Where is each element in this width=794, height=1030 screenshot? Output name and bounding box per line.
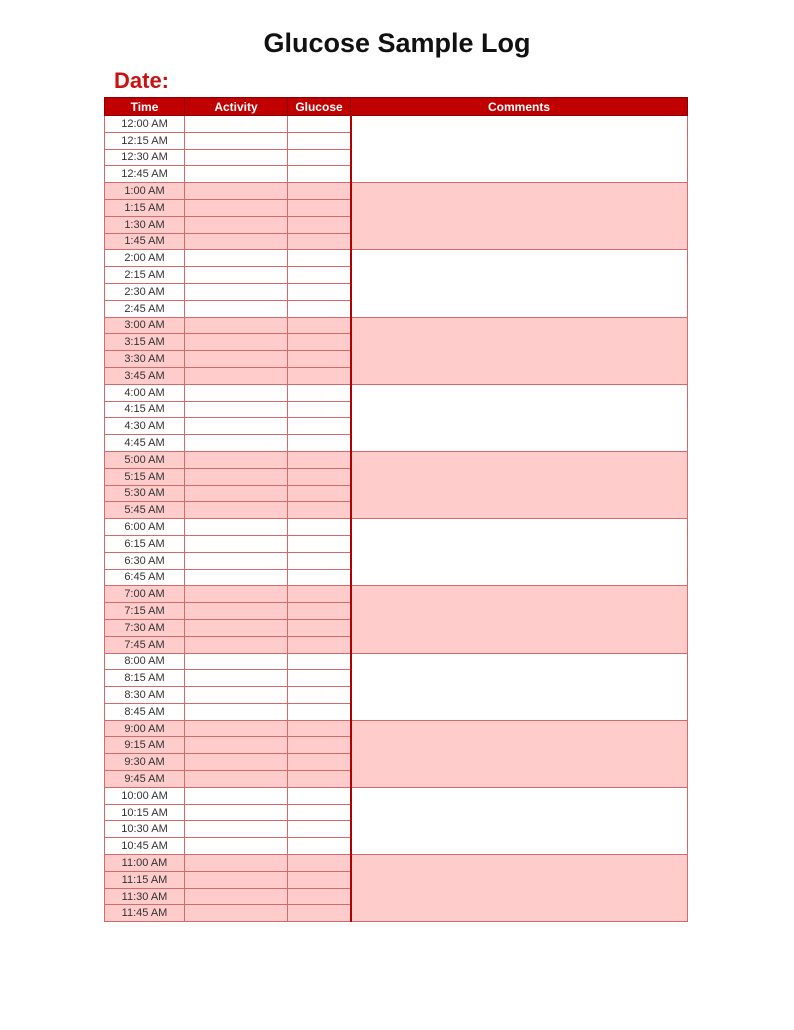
- glucose-cell[interactable]: [288, 754, 351, 771]
- time-cell: 9:30 AM: [105, 754, 185, 771]
- activity-cell[interactable]: [185, 418, 288, 435]
- time-cell: 2:30 AM: [105, 283, 185, 300]
- time-cell: 4:45 AM: [105, 435, 185, 452]
- time-cell: 8:00 AM: [105, 653, 185, 670]
- activity-cell[interactable]: [185, 552, 288, 569]
- activity-cell[interactable]: [185, 569, 288, 586]
- glucose-cell[interactable]: [288, 334, 351, 351]
- activity-cell[interactable]: [185, 838, 288, 855]
- activity-cell[interactable]: [185, 199, 288, 216]
- activity-cell[interactable]: [185, 619, 288, 636]
- log-body: [105, 116, 688, 922]
- time-cell: 9:00 AM: [105, 720, 185, 737]
- activity-cell[interactable]: [185, 317, 288, 334]
- time-cell: 6:30 AM: [105, 552, 185, 569]
- comments-cell[interactable]: [351, 855, 688, 922]
- time-cell: 4:30 AM: [105, 418, 185, 435]
- time-cell: 11:00 AM: [105, 855, 185, 872]
- glucose-cell[interactable]: [288, 535, 351, 552]
- time-cell: 11:15 AM: [105, 871, 185, 888]
- glucose-cell[interactable]: [288, 401, 351, 418]
- activity-cell[interactable]: [185, 468, 288, 485]
- activity-cell[interactable]: [185, 737, 288, 754]
- column-header-glucose: Glucose: [288, 98, 351, 116]
- activity-cell[interactable]: [185, 703, 288, 720]
- activity-cell[interactable]: [185, 300, 288, 317]
- time-cell: 7:00 AM: [105, 586, 185, 603]
- table-row: [105, 183, 688, 200]
- time-cell: 9:45 AM: [105, 771, 185, 788]
- column-header-time: Time: [105, 98, 185, 116]
- comments-cell[interactable]: [351, 451, 688, 518]
- glucose-cell[interactable]: [288, 267, 351, 284]
- table-row: [105, 116, 688, 133]
- time-cell: 1:00 AM: [105, 183, 185, 200]
- time-cell: 2:00 AM: [105, 250, 185, 267]
- activity-cell[interactable]: [185, 653, 288, 670]
- activity-cell[interactable]: [185, 183, 288, 200]
- time-cell: 8:30 AM: [105, 687, 185, 704]
- glucose-cell[interactable]: [288, 670, 351, 687]
- time-cell: 10:00 AM: [105, 787, 185, 804]
- table-row: [105, 519, 688, 536]
- time-cell: 4:15 AM: [105, 401, 185, 418]
- table-row: [105, 720, 688, 737]
- time-cell: 4:00 AM: [105, 384, 185, 401]
- glucose-cell[interactable]: [288, 888, 351, 905]
- table-row: [105, 787, 688, 804]
- glucose-cell[interactable]: [288, 367, 351, 384]
- table-row: [105, 653, 688, 670]
- glucose-cell[interactable]: [288, 804, 351, 821]
- comments-cell[interactable]: [351, 317, 688, 384]
- time-cell: 8:45 AM: [105, 703, 185, 720]
- time-cell: 1:30 AM: [105, 216, 185, 233]
- activity-cell[interactable]: [185, 233, 288, 250]
- glucose-cell[interactable]: [288, 502, 351, 519]
- glucose-cell[interactable]: [288, 586, 351, 603]
- activity-cell[interactable]: [185, 367, 288, 384]
- time-cell: 3:00 AM: [105, 317, 185, 334]
- activity-cell[interactable]: [185, 502, 288, 519]
- column-header-comments: Comments: [351, 98, 688, 116]
- activity-cell[interactable]: [185, 636, 288, 653]
- glucose-cell[interactable]: [288, 183, 351, 200]
- page-title: Glucose Sample Log: [263, 28, 531, 58]
- glucose-cell[interactable]: [288, 149, 351, 166]
- glucose-log-table: [104, 97, 688, 922]
- activity-cell[interactable]: [185, 687, 288, 704]
- time-cell: 6:15 AM: [105, 535, 185, 552]
- activity-cell[interactable]: [185, 586, 288, 603]
- activity-cell[interactable]: [185, 116, 288, 133]
- glucose-cell[interactable]: [288, 552, 351, 569]
- activity-cell[interactable]: [185, 435, 288, 452]
- activity-cell[interactable]: [185, 267, 288, 284]
- time-cell: 7:15 AM: [105, 603, 185, 620]
- activity-cell[interactable]: [185, 351, 288, 368]
- date-label: Date:: [114, 68, 170, 93]
- glucose-cell[interactable]: [288, 720, 351, 737]
- table-row: [105, 317, 688, 334]
- time-cell: 12:45 AM: [105, 166, 185, 183]
- table-row: [105, 250, 688, 267]
- activity-cell[interactable]: [185, 603, 288, 620]
- activity-cell[interactable]: [185, 821, 288, 838]
- glucose-cell[interactable]: [288, 199, 351, 216]
- time-cell: 10:30 AM: [105, 821, 185, 838]
- glucose-cell[interactable]: [288, 485, 351, 502]
- activity-cell[interactable]: [185, 283, 288, 300]
- activity-cell[interactable]: [185, 485, 288, 502]
- glucose-cell[interactable]: [288, 351, 351, 368]
- glucose-cell[interactable]: [288, 116, 351, 133]
- time-cell: 3:45 AM: [105, 367, 185, 384]
- time-cell: 6:45 AM: [105, 569, 185, 586]
- time-cell: 7:45 AM: [105, 636, 185, 653]
- time-cell: 5:00 AM: [105, 451, 185, 468]
- table-row: [105, 586, 688, 603]
- time-cell: 9:15 AM: [105, 737, 185, 754]
- comments-cell[interactable]: [351, 519, 688, 586]
- glucose-cell[interactable]: [288, 166, 351, 183]
- glucose-cell[interactable]: [288, 855, 351, 872]
- activity-cell[interactable]: [185, 216, 288, 233]
- activity-cell[interactable]: [185, 871, 288, 888]
- glucose-cell[interactable]: [288, 619, 351, 636]
- glucose-cell[interactable]: [288, 132, 351, 149]
- activity-cell[interactable]: [185, 250, 288, 267]
- glucose-cell[interactable]: [288, 821, 351, 838]
- glucose-cell[interactable]: [288, 451, 351, 468]
- table-row: [105, 451, 688, 468]
- glucose-cell[interactable]: [288, 787, 351, 804]
- table-row: [105, 855, 688, 872]
- time-cell: 1:15 AM: [105, 199, 185, 216]
- comments-cell[interactable]: [351, 116, 688, 183]
- activity-cell[interactable]: [185, 720, 288, 737]
- time-cell: 12:30 AM: [105, 149, 185, 166]
- glucose-cell[interactable]: [288, 737, 351, 754]
- time-cell: 11:30 AM: [105, 888, 185, 905]
- time-cell: 3:30 AM: [105, 351, 185, 368]
- table-row: [105, 384, 688, 401]
- glucose-cell[interactable]: [288, 771, 351, 788]
- time-cell: 2:15 AM: [105, 267, 185, 284]
- glucose-cell[interactable]: [288, 384, 351, 401]
- activity-cell[interactable]: [185, 787, 288, 804]
- time-cell: 1:45 AM: [105, 233, 185, 250]
- glucose-cell[interactable]: [288, 569, 351, 586]
- activity-cell[interactable]: [185, 888, 288, 905]
- time-cell: 6:00 AM: [105, 519, 185, 536]
- activity-cell[interactable]: [185, 855, 288, 872]
- column-header-activity: Activity: [185, 98, 288, 116]
- activity-cell[interactable]: [185, 535, 288, 552]
- time-cell: 10:45 AM: [105, 838, 185, 855]
- time-cell: 5:30 AM: [105, 485, 185, 502]
- time-cell: 12:15 AM: [105, 132, 185, 149]
- activity-cell[interactable]: [185, 149, 288, 166]
- comments-cell[interactable]: [351, 384, 688, 451]
- activity-cell[interactable]: [185, 334, 288, 351]
- glucose-cell[interactable]: [288, 636, 351, 653]
- activity-cell[interactable]: [185, 804, 288, 821]
- glucose-cell[interactable]: [288, 468, 351, 485]
- glucose-cell[interactable]: [288, 233, 351, 250]
- activity-cell[interactable]: [185, 166, 288, 183]
- activity-cell[interactable]: [185, 771, 288, 788]
- time-cell: 5:15 AM: [105, 468, 185, 485]
- glucose-cell[interactable]: [288, 905, 351, 922]
- comments-cell[interactable]: [351, 720, 688, 787]
- time-cell: 12:00 AM: [105, 116, 185, 133]
- activity-cell[interactable]: [185, 670, 288, 687]
- glucose-cell[interactable]: [288, 300, 351, 317]
- activity-cell[interactable]: [185, 519, 288, 536]
- time-cell: 7:30 AM: [105, 619, 185, 636]
- activity-cell[interactable]: [185, 132, 288, 149]
- activity-cell[interactable]: [185, 384, 288, 401]
- glucose-cell[interactable]: [288, 216, 351, 233]
- activity-cell[interactable]: [185, 754, 288, 771]
- comments-cell[interactable]: [351, 586, 688, 653]
- glucose-cell[interactable]: [288, 283, 351, 300]
- activity-cell[interactable]: [185, 401, 288, 418]
- activity-cell[interactable]: [185, 905, 288, 922]
- time-cell: 3:15 AM: [105, 334, 185, 351]
- comments-cell[interactable]: [351, 183, 688, 250]
- time-cell: 5:45 AM: [105, 502, 185, 519]
- activity-cell[interactable]: [185, 451, 288, 468]
- glucose-cell[interactable]: [288, 435, 351, 452]
- glucose-cell[interactable]: [288, 687, 351, 704]
- time-cell: 11:45 AM: [105, 905, 185, 922]
- comments-cell[interactable]: [351, 653, 688, 720]
- glucose-cell[interactable]: [288, 703, 351, 720]
- glucose-cell[interactable]: [288, 250, 351, 267]
- glucose-cell[interactable]: [288, 838, 351, 855]
- glucose-cell[interactable]: [288, 519, 351, 536]
- comments-cell[interactable]: [351, 787, 688, 854]
- glucose-cell[interactable]: [288, 603, 351, 620]
- glucose-cell[interactable]: [288, 653, 351, 670]
- time-cell: 2:45 AM: [105, 300, 185, 317]
- time-cell: 8:15 AM: [105, 670, 185, 687]
- glucose-cell[interactable]: [288, 871, 351, 888]
- glucose-cell[interactable]: [288, 317, 351, 334]
- glucose-cell[interactable]: [288, 418, 351, 435]
- comments-cell[interactable]: [351, 250, 688, 317]
- time-cell: 10:15 AM: [105, 804, 185, 821]
- header-row: [105, 98, 688, 116]
